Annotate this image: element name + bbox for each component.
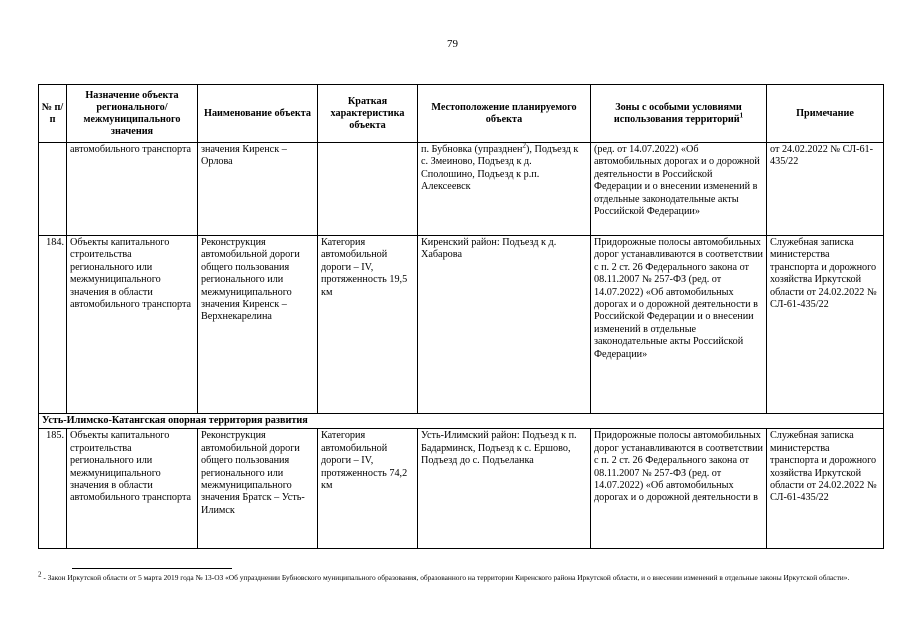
footnote-ref-2: 2 bbox=[522, 141, 527, 150]
table-row bbox=[39, 143, 884, 236]
row-num: 184. bbox=[39, 236, 67, 414]
row-location: Киренский район: Подъезд к д. Хабарова bbox=[418, 236, 591, 414]
page-number: 79 bbox=[447, 38, 458, 50]
row-location-post: ), Подъезд к с. Змеиново, Подъезд к д. Сполошино, Подъезд к р.п. Алексеевск bbox=[421, 144, 579, 193]
footnote bbox=[38, 570, 883, 583]
planned-objects-table bbox=[38, 84, 884, 549]
row-characteristic: Категория автомобильной дороги – IV, протяженность 19,5 км bbox=[318, 236, 418, 414]
header-name: Наименование объекта bbox=[198, 85, 318, 143]
row-purpose: автомобильного транспорта bbox=[67, 143, 198, 236]
row-characteristic bbox=[318, 143, 418, 236]
header-location: Местоположение планируемого объекта bbox=[418, 85, 591, 143]
section-row bbox=[39, 414, 884, 429]
header-num: № п/п bbox=[39, 85, 67, 143]
header-zones-text: Зоны с особыми условиями использования территорий bbox=[613, 101, 742, 125]
footnote-divider bbox=[72, 568, 232, 569]
table-row bbox=[39, 236, 884, 414]
footnote-text: - Закон Иркутской области от 5 марта 2019 года № 13-ОЗ «Об упразднении Бубновского муниципального образования, образованного на территории Киренского района Иркутской области, и о внесении изменений в отдельные законы Иркутской области». bbox=[41, 573, 850, 582]
row-name: значения Киренск – Орлова bbox=[198, 143, 318, 236]
row-num: 185. bbox=[39, 429, 67, 549]
row-num bbox=[39, 143, 67, 236]
row-location bbox=[418, 143, 591, 236]
row-note: Служебная записка министерства транспорта и дорожного хозяйства Иркутской области от 24.02.2022 № СЛ-61-435/22 bbox=[767, 429, 884, 549]
row-characteristic: Категория автомобильной дороги – IV, протяженность 74,2 км bbox=[318, 429, 418, 549]
header-characteristic: Краткая характеристика объекта bbox=[318, 85, 418, 143]
header-note: Примечание bbox=[767, 85, 884, 143]
row-zones: Придорожные полосы автомобильных дорог устанавливаются в соответствии с п. 2 ст. 26 Федерального закона от 08.11.2007 № 257-ФЗ (ред. от 14.07.2022) «Об автомобильных дорогах и о дорожной деятельности в bbox=[591, 429, 767, 549]
row-name: Реконструкция автомобильной дороги общего пользования регионального или межмуниципального значения Братск – Усть-Илимск bbox=[198, 429, 318, 549]
table-header bbox=[39, 85, 884, 143]
row-note: от 24.02.2022 № СЛ-61-435/22 bbox=[767, 143, 884, 236]
section-title: Усть-Илимско-Катангская опорная территория развития bbox=[39, 414, 884, 429]
row-location-pre: п. Бубновка (упразднен bbox=[421, 144, 523, 155]
row-purpose: Объекты капитального строительства регионального или межмуниципального значения в области автомобильного транспорта bbox=[67, 236, 198, 414]
row-note: Служебная записка министерства транспорта и дорожного хозяйства Иркутской области от 24.02.2022 № СЛ-61-435/22 bbox=[767, 236, 884, 414]
table-row bbox=[39, 429, 884, 549]
footnote-ref-1: 1 bbox=[739, 111, 744, 120]
row-name: Реконструкция автомобильной дороги общего пользования регионального или межмуниципального значения Киренск – Верхнекарелина bbox=[198, 236, 318, 414]
row-zones: (ред. от 14.07.2022) «Об автомобильных дорогах и о дорожной деятельности в Российской Федерации и о внесении изменений в отдельные законодательные акты Российской Федерации» bbox=[591, 143, 767, 236]
footnote-marker: 2 bbox=[38, 570, 42, 579]
row-location: Усть-Илимский район: Подъезд к п. Бадарминск, Подъезд к с. Ершово, Подъезд до с. Подъеланка bbox=[418, 429, 591, 549]
header-purpose: Назначение объекта регионального/ межмуниципального значения bbox=[67, 85, 198, 143]
row-purpose: Объекты капитального строительства регионального или межмуниципального значения в области автомобильного транспорта bbox=[67, 429, 198, 549]
header-zones bbox=[591, 85, 767, 143]
row-zones: Придорожные полосы автомобильных дорог устанавливаются в соответствии с п. 2 ст. 26 Федерального закона от 08.11.2007 № 257-ФЗ (ред. от 14.07.2022) «Об автомобильных дорогах и о дорожной деятельности в Российской Федерации и о внесении изменений в отдельные законодательные акты Российской Федерации» bbox=[591, 236, 767, 414]
